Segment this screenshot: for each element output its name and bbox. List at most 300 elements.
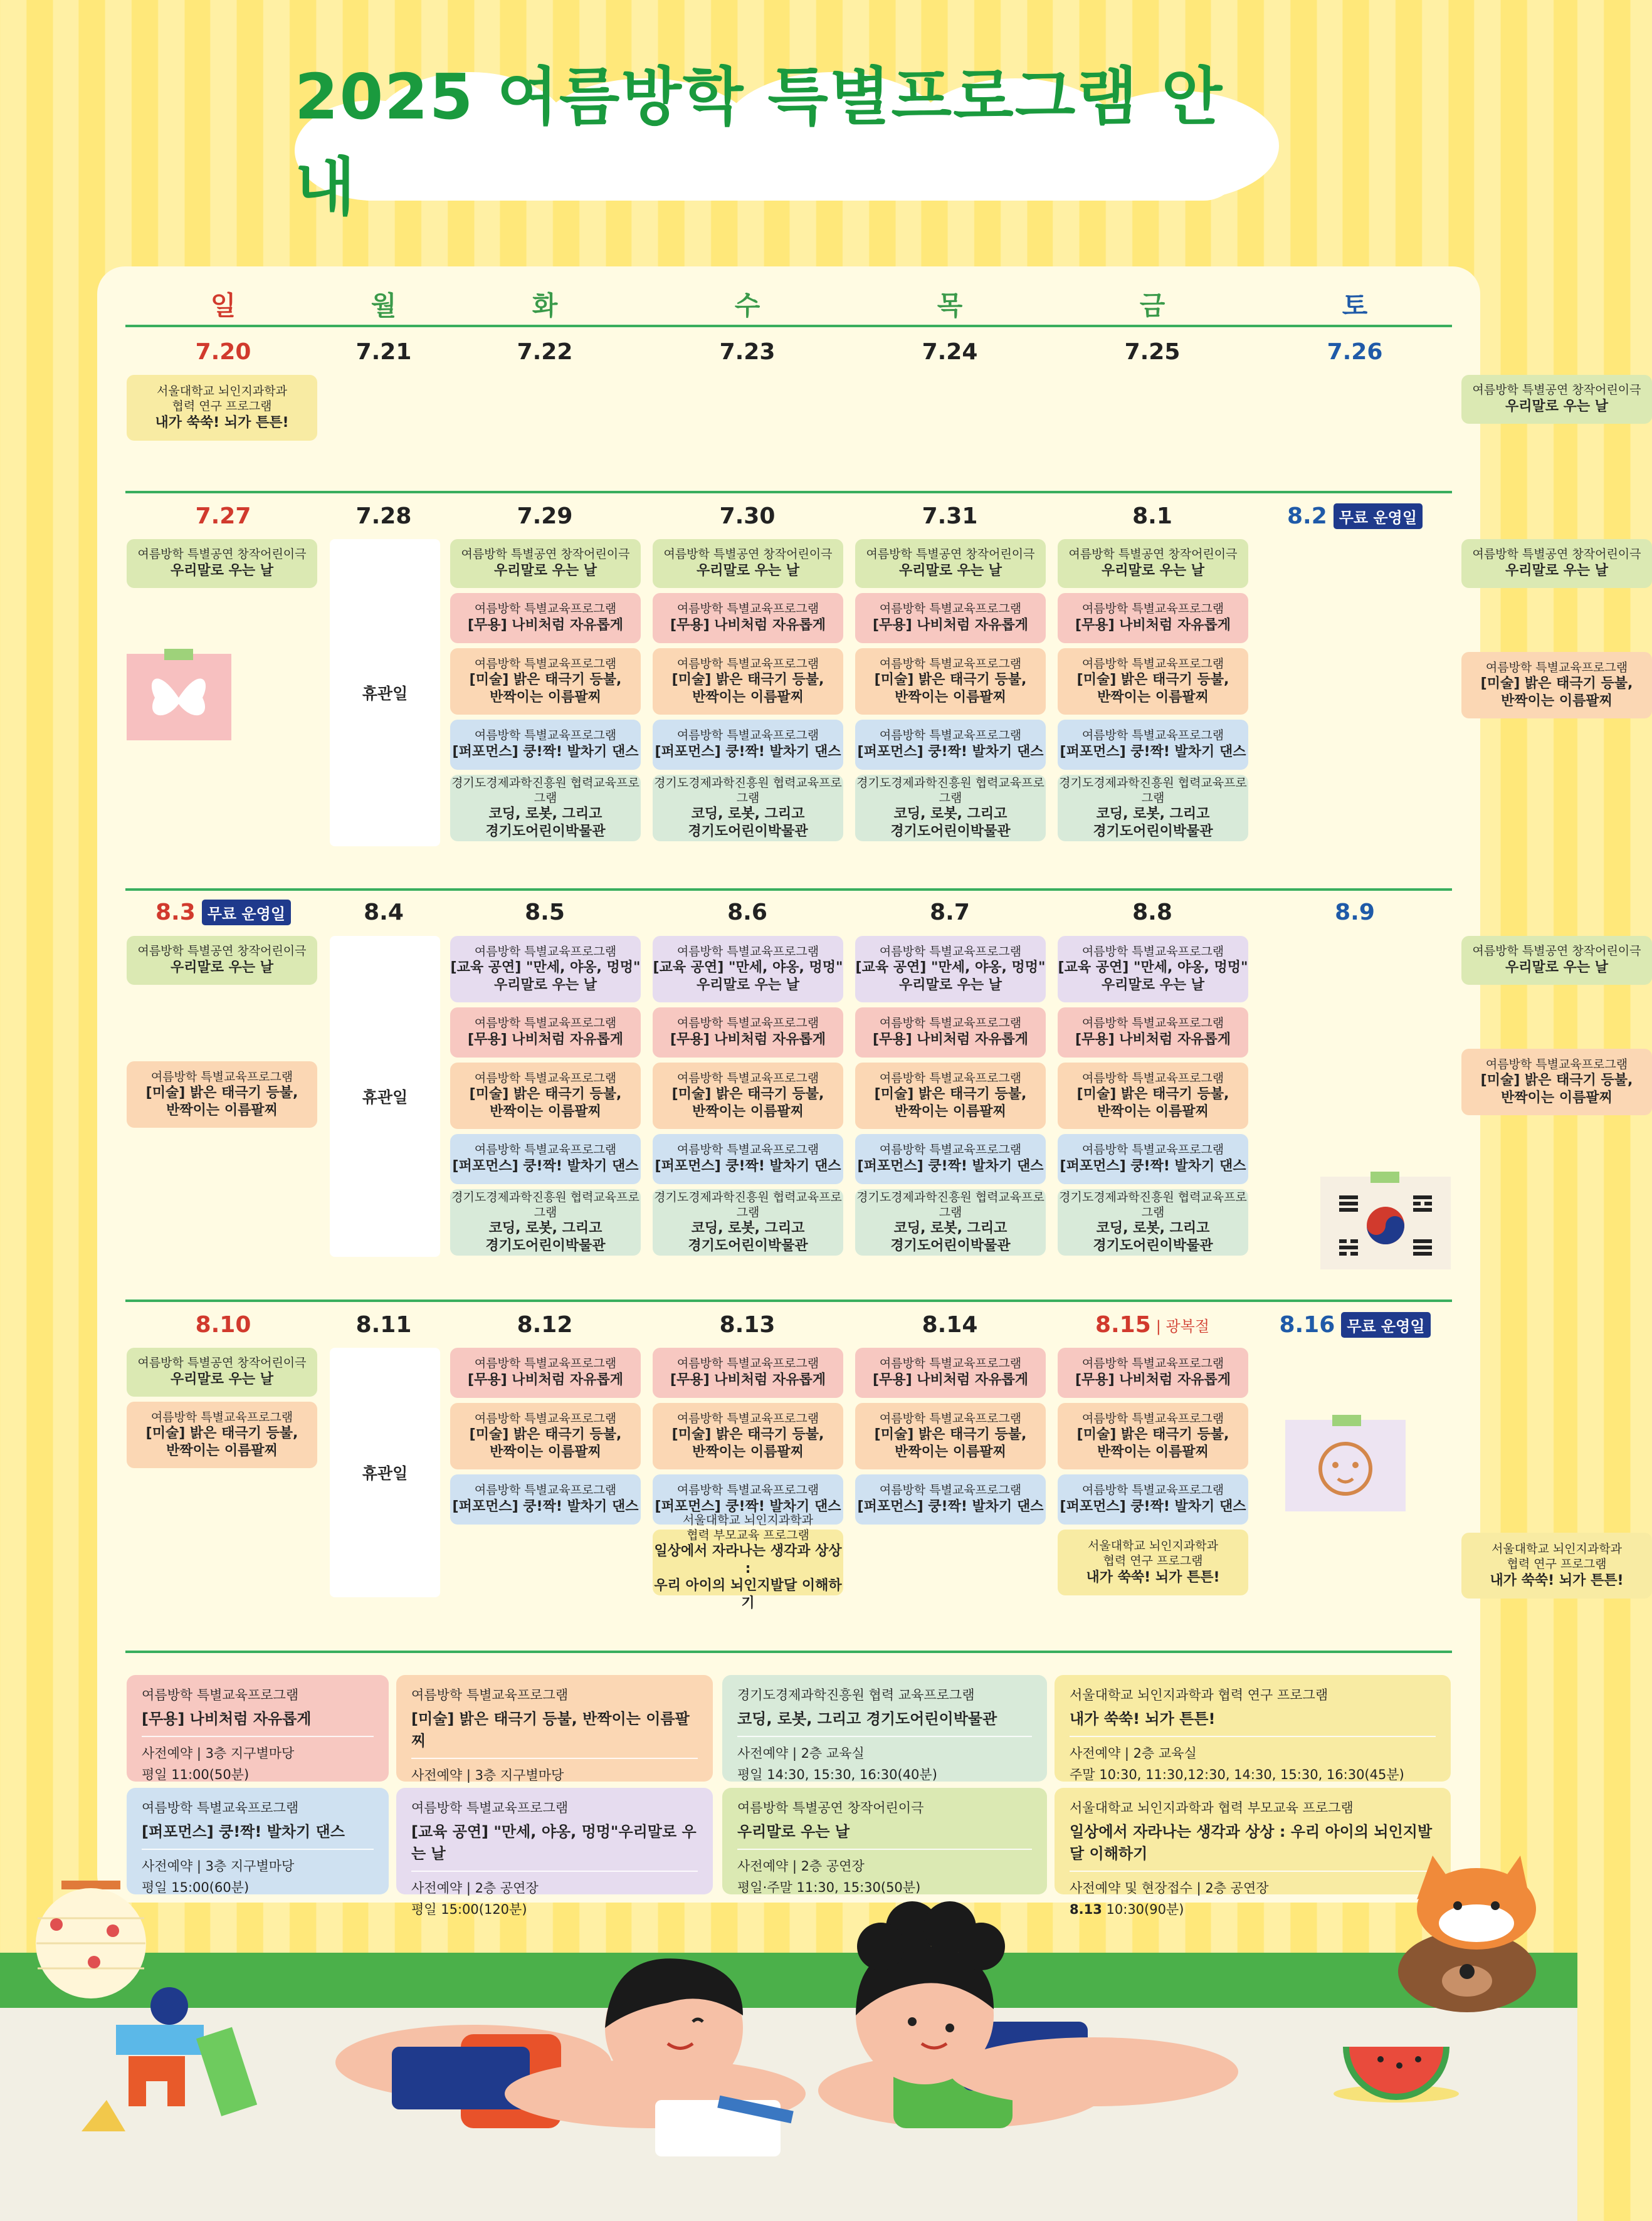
card-location: 사전예약 | 3층 지구별마당 xyxy=(411,1768,564,1783)
date-label xyxy=(856,1310,1044,1339)
date-number: 8.9 xyxy=(1335,899,1375,925)
toy-blocks-icon xyxy=(82,1987,270,2131)
program-box[interactable] xyxy=(1058,720,1248,770)
program-box[interactable] xyxy=(1058,1134,1248,1184)
card-time-value: 평일·주말 11:30, 15:30(50분) xyxy=(737,1880,921,1895)
program-label: 여름방학 특별교육프로그램 xyxy=(879,656,1022,671)
program-label: 여름방학 특별교육프로그램 xyxy=(474,1071,617,1085)
program-label: 경기도경제과학진흥원 협력교육프로그램 xyxy=(1059,1190,1247,1219)
program-info-card[interactable] xyxy=(722,1788,1047,1894)
program-info-card[interactable] xyxy=(1055,1675,1451,1782)
date-number: 7.24 xyxy=(922,339,978,365)
program-box[interactable] xyxy=(1058,1007,1248,1058)
date-number: 8.8 xyxy=(1132,899,1172,925)
program-box[interactable] xyxy=(855,1474,1046,1525)
program-title: 경기도어린이박물관 xyxy=(688,1237,808,1254)
program-box[interactable] xyxy=(653,1134,843,1184)
card-category: 여름방학 특별교육프로그램 xyxy=(142,1800,299,1815)
date-label xyxy=(653,501,841,530)
card-location: 사전예약 | 2층 공연장 xyxy=(411,1881,539,1896)
date-label xyxy=(1058,1310,1246,1339)
program-title: [퍼포먼스] 쿵!짝! 발차기 댄스 xyxy=(452,744,639,760)
program-label: 여름방학 특별교육프로그램 xyxy=(676,728,819,743)
info-divider xyxy=(125,1651,1452,1653)
program-box[interactable] xyxy=(1058,1474,1248,1525)
program-label: 여름방학 특별공연 창작어린이극 xyxy=(1472,547,1641,562)
closed-day: 휴관일 xyxy=(330,1348,440,1597)
program-label: 여름방학 특별교육프로그램 xyxy=(474,656,617,671)
program-title: [무용] 나비처럼 자유롭게 xyxy=(468,1032,623,1048)
program-title: 코딩, 로봇, 그리고 xyxy=(488,1221,602,1237)
date-label xyxy=(1058,501,1246,530)
date-number: 8.4 xyxy=(364,899,404,925)
program-title: 코딩, 로봇, 그리고 xyxy=(488,806,602,822)
program-label: 여름방학 특별교육프로그램 xyxy=(1485,1057,1628,1071)
program-box[interactable] xyxy=(450,1474,641,1525)
program-box[interactable] xyxy=(127,1348,317,1397)
date-label xyxy=(1058,337,1246,366)
program-box[interactable] xyxy=(127,936,317,985)
program-box[interactable] xyxy=(1058,1530,1248,1595)
program-label: 여름방학 특별공연 창작어린이극 xyxy=(1068,547,1238,562)
date-number: 8.14 xyxy=(922,1311,978,1338)
program-info-card[interactable] xyxy=(396,1675,713,1782)
program-title: 우리말로 우는 날 xyxy=(493,977,597,993)
program-label: 여름방학 특별교육프로그램 xyxy=(474,728,617,743)
program-title: [무용] 나비처럼 자유롭게 xyxy=(670,617,826,634)
program-box[interactable] xyxy=(450,1134,641,1184)
day-header: 화 xyxy=(532,290,558,321)
date-label xyxy=(129,501,317,530)
date-number: 8.3 xyxy=(155,899,196,925)
program-title: 경기도어린이박물관 xyxy=(1093,1237,1213,1254)
program-box[interactable] xyxy=(1058,775,1248,841)
program-label: 여름방학 특별공연 창작어린이극 xyxy=(663,547,833,562)
program-label: 경기도경제과학진흥원 협력교육프로그램 xyxy=(856,1190,1044,1219)
program-title: [미술] 밝은 태극기 등불, xyxy=(874,1427,1027,1443)
program-label: 서울대학교 뇌인지과학과 xyxy=(157,384,287,398)
card-title: [교육 공연] "만세, 야옹, 멍멍"우리말로 우는 날 xyxy=(411,1819,698,1872)
date-label xyxy=(653,898,841,927)
program-title: [미술] 밝은 태극기 등불, xyxy=(671,672,824,688)
program-label: 여름방학 특별교육프로그램 xyxy=(1081,1143,1224,1157)
program-label: 여름방학 특별교육프로그램 xyxy=(1081,944,1224,958)
program-box[interactable] xyxy=(855,1134,1046,1184)
program-title: 반짝이는 이름팔찌 xyxy=(895,689,1006,705)
card-time-value: 10:30(90분) xyxy=(1106,1902,1184,1917)
page-title: 2025 여름방학 특별프로그램 안내 xyxy=(295,60,1224,224)
program-label: 여름방학 특별교육프로그램 xyxy=(474,1483,617,1498)
program-info-card[interactable] xyxy=(127,1675,389,1782)
program-label: 경기도경제과학진흥원 협력교육프로그램 xyxy=(451,1190,639,1219)
free-day-badge: 무료 운영일 xyxy=(1341,1312,1430,1338)
week-divider xyxy=(125,888,1452,891)
program-label: 여름방학 특별교육프로그램 xyxy=(676,944,819,958)
program-title: 우리말로 우는 날 xyxy=(1101,563,1205,579)
program-label: 경기도경제과학진흥원 협력교육프로그램 xyxy=(654,1190,842,1219)
program-box[interactable] xyxy=(1461,1533,1652,1599)
date-label xyxy=(129,898,317,927)
program-title: [무용] 나비처럼 자유롭게 xyxy=(670,1372,826,1389)
date-number: 8.11 xyxy=(355,1311,412,1338)
program-box[interactable] xyxy=(855,1348,1046,1398)
butterfly-picture xyxy=(127,654,231,740)
program-label: 여름방학 특별교육프로그램 xyxy=(1081,602,1224,616)
program-box[interactable] xyxy=(450,539,641,588)
date-label xyxy=(856,501,1044,530)
card-category: 서울대학교 뇌인지과학과 협력 연구 프로그램 xyxy=(1070,1688,1328,1703)
program-box[interactable] xyxy=(653,1513,843,1611)
date-number: 8.16 xyxy=(1279,1311,1335,1338)
card-category: 여름방학 특별교육프로그램 xyxy=(411,1800,569,1815)
program-box[interactable] xyxy=(653,539,843,588)
date-number: 7.27 xyxy=(195,503,251,529)
program-title: 코딩, 로봇, 그리고 xyxy=(691,1221,805,1237)
program-title: 반짝이는 이름팔찌 xyxy=(1097,689,1209,705)
program-box[interactable] xyxy=(855,593,1046,643)
program-label: 협력 부모교육 프로그램 xyxy=(687,1528,809,1542)
program-title: 반짝이는 이름팔찌 xyxy=(166,1442,278,1459)
program-info-card[interactable] xyxy=(396,1788,713,1917)
card-time-value: 평일 11:00(50분) xyxy=(142,1767,250,1782)
date-number: 7.20 xyxy=(195,339,251,365)
date-number: 7.25 xyxy=(1124,339,1181,365)
card-title: [미술] 밝은 태극기 등불, 반짝이는 이름팔찌 xyxy=(411,1706,698,1759)
program-title: 우리말로 우는 날 xyxy=(1505,399,1609,415)
program-title: 경기도어린이박물관 xyxy=(485,1237,606,1254)
program-box[interactable] xyxy=(653,1348,843,1398)
program-box[interactable] xyxy=(1058,1403,1248,1469)
card-time-value: 평일 15:00(120분) xyxy=(411,1902,527,1917)
date-label xyxy=(1261,898,1449,927)
program-label: 경기도경제과학진흥원 협력교육프로그램 xyxy=(451,775,639,805)
program-label: 여름방학 특별공연 창작어린이극 xyxy=(1472,944,1641,958)
card-location: 사전예약 | 2층 교육실 xyxy=(737,1746,865,1761)
card-time xyxy=(142,1765,374,1783)
program-box[interactable] xyxy=(1058,539,1248,588)
date-label xyxy=(451,1310,639,1339)
program-box[interactable] xyxy=(653,936,843,1002)
program-label: 여름방학 특별교육프로그램 xyxy=(1081,1357,1224,1371)
date-label xyxy=(653,337,841,366)
program-title: [미술] 밝은 태극기 등불, xyxy=(1076,672,1229,688)
date-number: 8.5 xyxy=(525,899,565,925)
card-location: 사전예약 | 2층 공연장 xyxy=(737,1859,865,1874)
date-label xyxy=(290,337,478,366)
program-title: 코딩, 로봇, 그리고 xyxy=(893,806,1008,822)
tiger-face-picture xyxy=(1285,1420,1406,1511)
program-label: 여름방학 특별교육프로그램 xyxy=(1081,1411,1224,1426)
day-header: 일 xyxy=(210,290,236,321)
program-title: 우리말로 우는 날 xyxy=(696,563,800,579)
program-box[interactable] xyxy=(450,1063,641,1129)
date-number: 7.22 xyxy=(517,339,573,365)
program-label: 경기도경제과학진흥원 협력교육프로그램 xyxy=(654,775,842,805)
card-category: 서울대학교 뇌인지과학과 협력 부모교육 프로그램 xyxy=(1070,1800,1354,1815)
date-number: 8.1 xyxy=(1132,503,1172,529)
date-label xyxy=(290,501,478,530)
program-label: 여름방학 특별교육프로그램 xyxy=(474,1143,617,1157)
program-title: [교육 공연] "만세, 야옹, 멍멍" xyxy=(653,960,843,976)
program-label: 여름방학 특별공연 창작어린이극 xyxy=(461,547,630,562)
program-title: 우리말로 우는 날 xyxy=(696,977,800,993)
program-title: 반짝이는 이름팔찌 xyxy=(490,689,601,705)
program-title: 내가 쑥쑥! 뇌가 튼튼! xyxy=(155,414,289,431)
program-title: 경기도어린이박물관 xyxy=(485,823,606,839)
date-label xyxy=(856,898,1044,927)
card-location: 사전예약 및 현장접수 | 2층 공연장 xyxy=(1070,1881,1269,1896)
program-title: [미술] 밝은 태극기 등불, xyxy=(671,1427,824,1443)
program-title: [퍼포먼스] 쿵!짝! 발차기 댄스 xyxy=(1060,1158,1246,1175)
program-title: 우리말로 우는 날 xyxy=(493,563,597,579)
program-label: 경기도경제과학진흥원 협력교육프로그램 xyxy=(1059,775,1247,805)
program-box[interactable] xyxy=(127,539,317,588)
program-label: 여름방학 특별공연 창작어린이극 xyxy=(866,547,1035,562)
holiday-name: 광복절 xyxy=(1165,1317,1210,1335)
program-box[interactable] xyxy=(855,1189,1046,1256)
program-box[interactable] xyxy=(450,648,641,715)
card-title: 내가 쑥쑥! 뇌가 튼튼! xyxy=(1070,1706,1436,1737)
program-box[interactable] xyxy=(1058,593,1248,643)
program-box[interactable] xyxy=(855,775,1046,841)
program-box[interactable] xyxy=(450,936,641,1002)
title-banner xyxy=(295,60,1282,224)
program-title: [퍼포먼스] 쿵!짝! 발차기 댄스 xyxy=(655,744,841,760)
program-info-card[interactable] xyxy=(127,1788,389,1894)
program-box[interactable] xyxy=(127,375,317,441)
program-box[interactable] xyxy=(855,1403,1046,1469)
program-title: [무용] 나비처럼 자유롭게 xyxy=(873,1032,1028,1048)
date-number: 7.21 xyxy=(355,339,412,365)
date-number: 7.30 xyxy=(719,503,776,529)
program-box[interactable] xyxy=(450,720,641,770)
program-box[interactable] xyxy=(1058,1348,1248,1398)
day-header: 토 xyxy=(1342,290,1368,321)
program-label: 여름방학 특별교육프로그램 xyxy=(676,1143,819,1157)
program-box[interactable] xyxy=(1058,1189,1248,1256)
program-box[interactable] xyxy=(1058,936,1248,1002)
program-title: 내가 쑥쑥! 뇌가 튼튼! xyxy=(1490,1572,1624,1588)
card-title: 우리말로 우는 날 xyxy=(737,1819,1032,1850)
program-title: [퍼포먼스] 쿵!짝! 발차기 댄스 xyxy=(452,1158,639,1175)
program-title: [퍼포먼스] 쿵!짝! 발차기 댄스 xyxy=(857,1499,1044,1515)
card-location: 사전예약 | 3층 지구별마당 xyxy=(142,1746,295,1761)
program-title: 우리말로 우는 날 xyxy=(1101,977,1205,993)
program-title: 반짝이는 이름팔찌 xyxy=(1097,1103,1209,1120)
program-label: 여름방학 특별교육프로그램 xyxy=(1081,728,1224,743)
program-info-card[interactable] xyxy=(722,1675,1047,1782)
program-title: [퍼포먼스] 쿵!짝! 발차기 댄스 xyxy=(452,1499,639,1515)
date-label xyxy=(129,1310,317,1339)
program-title: 반짝이는 이름팔찌 xyxy=(692,689,804,705)
program-label: 여름방학 특별공연 창작어린이극 xyxy=(1472,383,1641,397)
program-box[interactable] xyxy=(1058,648,1248,715)
program-box[interactable] xyxy=(855,648,1046,715)
program-title: 경기도어린이박물관 xyxy=(890,823,1011,839)
date-label xyxy=(1261,1310,1449,1339)
program-title: [무용] 나비처럼 자유롭게 xyxy=(1075,1372,1231,1389)
program-title: 우리말로 우는 날 xyxy=(898,563,1002,579)
date-number: 8.15 xyxy=(1095,1311,1151,1338)
watermelon-icon xyxy=(1330,2022,1462,2103)
date-number: 7.31 xyxy=(922,503,978,529)
program-box[interactable] xyxy=(450,1007,641,1058)
program-title: [퍼포먼스] 쿵!짝! 발차기 댄스 xyxy=(1060,744,1246,760)
program-box[interactable] xyxy=(450,1348,641,1398)
program-title: [교육 공연] "만세, 야옹, 멍멍" xyxy=(855,960,1046,976)
program-title: 반짝이는 이름팔찌 xyxy=(1501,693,1613,709)
program-title: 반짝이는 이름팔찌 xyxy=(490,1444,601,1460)
program-title: [퍼포먼스] 쿵!짝! 발차기 댄스 xyxy=(655,1158,841,1175)
closed-day: 휴관일 xyxy=(330,539,440,846)
holiday-note: | 광복절 xyxy=(1155,1317,1210,1335)
program-title: [미술] 밝은 태극기 등불, xyxy=(874,1086,1027,1103)
program-box[interactable] xyxy=(855,720,1046,770)
program-box[interactable] xyxy=(1461,652,1652,718)
program-label: 여름방학 특별교육프로그램 xyxy=(474,602,617,616)
card-category: 여름방학 특별공연 창작어린이극 xyxy=(737,1800,924,1815)
day-header: 금 xyxy=(1139,290,1165,321)
program-box[interactable] xyxy=(855,1063,1046,1129)
program-title: 우리 아이의 뇌인지발달 이해하기 xyxy=(654,1578,842,1611)
program-box[interactable] xyxy=(127,1402,317,1468)
program-label: 여름방학 특별공연 창작어린이극 xyxy=(137,1356,307,1370)
program-label: 여름방학 특별교육프로그램 xyxy=(879,1483,1022,1498)
date-number: 8.10 xyxy=(195,1311,251,1338)
program-label: 여름방학 특별교육프로그램 xyxy=(1081,1071,1224,1085)
program-label: 서울대학교 뇌인지과학과 xyxy=(1492,1542,1622,1556)
program-label: 여름방학 특별교육프로그램 xyxy=(879,944,1022,958)
program-title: 우리말로 우는 날 xyxy=(1505,563,1609,579)
program-box[interactable] xyxy=(653,1403,843,1469)
free-day-badge: 무료 운영일 xyxy=(1334,503,1423,529)
card-time-value: 주말 10:30, 11:30,12:30, 14:30, 15:30, 16:30(45분) xyxy=(1070,1767,1404,1782)
program-box[interactable] xyxy=(653,1007,843,1058)
card-title: [무용] 나비처럼 자유롭게 xyxy=(142,1706,374,1737)
children-illustration xyxy=(329,1903,1270,2185)
program-label: 여름방학 특별교육프로그램 xyxy=(676,656,819,671)
program-title: 반짝이는 이름팔찌 xyxy=(490,1103,601,1120)
program-label: 서울대학교 뇌인지과학과 xyxy=(683,1513,813,1527)
card-category: 경기도경제과학진흥원 협력 교육프로그램 xyxy=(737,1688,975,1703)
program-box[interactable] xyxy=(450,593,641,643)
card-title: 코딩, 로봇, 그리고 경기도어린이박물관 xyxy=(737,1706,1032,1737)
program-title: [미술] 밝은 태극기 등불, xyxy=(671,1086,824,1103)
program-box[interactable] xyxy=(1461,1049,1652,1115)
date-label xyxy=(451,898,639,927)
program-box[interactable] xyxy=(1461,936,1652,985)
program-box[interactable] xyxy=(855,1007,1046,1058)
date-label xyxy=(1261,337,1449,366)
card-time xyxy=(1070,1765,1436,1783)
program-box[interactable] xyxy=(653,775,843,841)
program-box[interactable] xyxy=(1461,375,1652,424)
program-title: [미술] 밝은 태극기 등불, xyxy=(1076,1086,1229,1103)
program-label: 여름방학 특별교육프로그램 xyxy=(474,944,617,958)
card-time-date: 8.13 xyxy=(1070,1902,1102,1917)
date-label xyxy=(129,337,317,366)
program-box[interactable] xyxy=(653,648,843,715)
cat-and-dog-icon xyxy=(1373,1849,1536,2012)
program-title: 우리말로 우는 날 xyxy=(898,977,1002,993)
day-header: 목 xyxy=(937,290,963,321)
date-label xyxy=(451,501,639,530)
card-title: 일상에서 자라나는 생각과 상상 : 우리 아이의 뇌인지발달 이해하기 xyxy=(1070,1819,1436,1872)
program-box[interactable] xyxy=(450,775,641,841)
program-label: 여름방학 특별교육프로그램 xyxy=(150,1410,293,1424)
program-label: 여름방학 특별교육프로그램 xyxy=(879,1016,1022,1031)
program-label: 여름방학 특별교육프로그램 xyxy=(150,1069,293,1084)
program-label: 여름방학 특별교육프로그램 xyxy=(474,1357,617,1371)
date-label xyxy=(1058,898,1246,927)
program-label: 여름방학 특별교육프로그램 xyxy=(676,1071,819,1085)
program-label: 여름방학 특별교육프로그램 xyxy=(879,728,1022,743)
program-label: 여름방학 특별교육프로그램 xyxy=(474,1016,617,1031)
program-box[interactable] xyxy=(653,720,843,770)
program-box[interactable] xyxy=(1461,539,1652,588)
program-box[interactable] xyxy=(1058,1063,1248,1129)
program-title: [미술] 밝은 태극기 등불, xyxy=(1480,1073,1633,1089)
date-number: 8.2 xyxy=(1286,503,1327,529)
program-label: 여름방학 특별교육프로그램 xyxy=(1081,1016,1224,1031)
card-time-value: 평일 15:00(60분) xyxy=(142,1880,250,1895)
program-box[interactable] xyxy=(450,1403,641,1469)
program-label: 여름방학 특별교육프로그램 xyxy=(879,1143,1022,1157)
program-box[interactable] xyxy=(855,539,1046,588)
program-title: 반짝이는 이름팔찌 xyxy=(692,1103,804,1120)
date-label xyxy=(1261,501,1449,530)
taegukgi-flag-icon xyxy=(1320,1177,1451,1269)
program-label: 여름방학 특별교육프로그램 xyxy=(676,1411,819,1426)
program-label: 서울대학교 뇌인지과학과 xyxy=(1088,1539,1218,1553)
program-box[interactable] xyxy=(653,1189,843,1256)
program-title: 경기도어린이박물관 xyxy=(1093,823,1213,839)
date-label xyxy=(290,898,478,927)
program-box[interactable] xyxy=(127,1061,317,1128)
program-title: 내가 쑥쑥! 뇌가 튼튼! xyxy=(1086,1569,1220,1585)
date-number: 8.7 xyxy=(930,899,970,925)
closed-day: 휴관일 xyxy=(330,936,440,1257)
card-title: [퍼포먼스] 쿵!짝! 발차기 댄스 xyxy=(142,1819,374,1850)
program-box[interactable] xyxy=(653,1063,843,1129)
program-title: [무용] 나비처럼 자유롭게 xyxy=(873,1372,1028,1389)
program-box[interactable] xyxy=(855,936,1046,1002)
program-title: [미술] 밝은 태극기 등불, xyxy=(874,672,1027,688)
date-label xyxy=(451,337,639,366)
date-number: 8.6 xyxy=(727,899,767,925)
program-title: 코딩, 로봇, 그리고 xyxy=(893,1221,1008,1237)
program-title: [미술] 밝은 태극기 등불, xyxy=(469,1427,622,1443)
week-divider xyxy=(125,491,1452,493)
program-label: 여름방학 특별공연 창작어린이극 xyxy=(137,944,307,958)
program-title: [교육 공연] "만세, 야옹, 멍멍" xyxy=(1058,960,1248,976)
program-title: 우리말로 우는 날 xyxy=(170,563,274,579)
card-location: 사전예약 | 3층 지구별마당 xyxy=(142,1859,295,1874)
program-label: 여름방학 특별교육프로그램 xyxy=(879,602,1022,616)
program-title: [무용] 나비처럼 자유롭게 xyxy=(1075,1032,1231,1048)
card-time xyxy=(737,1765,1032,1783)
program-box[interactable] xyxy=(653,593,843,643)
card-time xyxy=(142,1877,374,1896)
program-title: 우리말로 우는 날 xyxy=(1505,960,1609,976)
program-title: 경기도어린이박물관 xyxy=(890,1237,1011,1254)
program-title: 반짝이는 이름팔찌 xyxy=(895,1103,1006,1120)
program-label: 여름방학 특별교육프로그램 xyxy=(474,1411,617,1426)
program-box[interactable] xyxy=(450,1189,641,1256)
card-location: 사전예약 | 2층 교육실 xyxy=(1070,1746,1197,1761)
program-title: 반짝이는 이름팔찌 xyxy=(1097,1444,1209,1460)
date-number: 7.29 xyxy=(517,503,573,529)
